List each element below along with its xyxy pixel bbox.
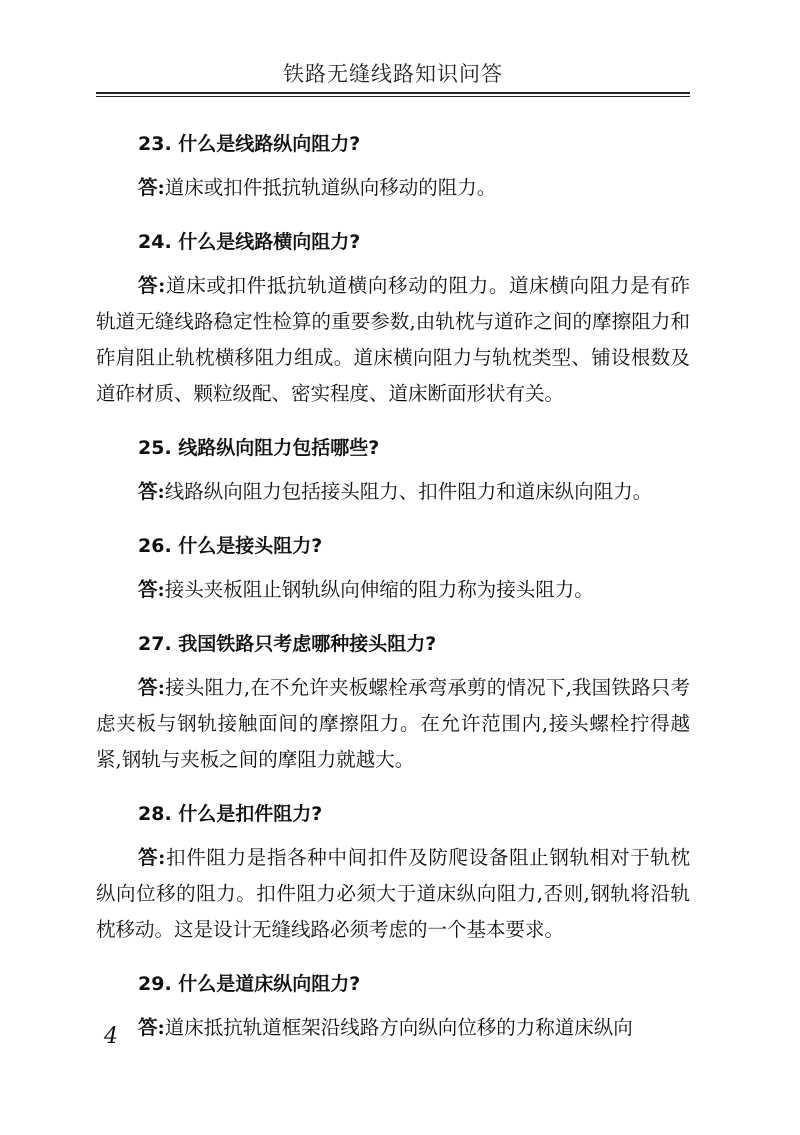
- answer-24: [96, 268, 690, 412]
- page-body: [96, 108, 690, 1046]
- answer-26: [96, 572, 690, 608]
- answer-29: [96, 1010, 690, 1046]
- answer-lead: 答:: [138, 176, 165, 199]
- answer-lead: 答:: [138, 274, 166, 297]
- header-rule-thick: [96, 92, 690, 94]
- answer-text: 接头夹板阻止钢轨纵向伸缩的阻力称为接头阻力。: [164, 578, 594, 601]
- question-25: 25. 线路纵向阻力包括哪些?: [138, 437, 380, 459]
- question-28: 28. 什么是扣件阻力?: [138, 803, 323, 825]
- answer-text: 扣件阻力是指各种中间扣件及防爬设备阻止钢轨相对于轨枕纵向位移的阻力。扣件阻力必须大于道床纵向阻力,否则,钢轨将沿轨枕移动。这是设计无缝线路必须考虑的一个基本要求。: [96, 846, 690, 941]
- answer-text: 接头阻力,在不允许夹板螺栓承弯承剪的情况下,我国铁路只考虑夹板与钢轨接触面间的摩擦阻力。在允许范围内,接头螺栓拧得越紧,钢轨与夹板之间的摩阻力就越大。: [96, 676, 690, 771]
- answer-text: 道床抵抗轨道框架沿线路方向纵向位移的力称道床纵向: [164, 1016, 633, 1039]
- answer-25: [96, 474, 690, 510]
- answer-lead: 答:: [138, 1016, 165, 1039]
- question-26: 26. 什么是接头阻力?: [138, 535, 323, 557]
- answer-lead: 答:: [138, 846, 166, 869]
- answer-23: [96, 170, 690, 206]
- running-header: 铁路无缝线路知识问答: [283, 62, 503, 86]
- question-23: 23. 什么是线路纵向阻力?: [138, 133, 361, 155]
- header-rule-thin: [96, 96, 690, 97]
- answer-27: [96, 670, 690, 778]
- answer-lead: 答:: [138, 578, 165, 601]
- answer-28: [96, 840, 690, 948]
- question-24: 24. 什么是线路横向阻力?: [138, 231, 361, 253]
- answer-lead: 答:: [138, 676, 165, 699]
- question-29: 29. 什么是道床纵向阻力?: [138, 973, 361, 995]
- page-number: 4: [104, 1024, 118, 1049]
- answer-text: 道床或扣件抵抗轨道横向移动的阻力。道床横向阻力是有砟轨道无缝线路稳定性检算的重要参数,由轨枕与道砟之间的摩擦阻力和砟肩阻止轨枕横移阻力组成。道床横向阻力与轨枕类型、铺设根数及道砟材质、颗粒级配、密实程度、道床断面形状有关。: [96, 274, 690, 405]
- answer-text: 道床或扣件抵抗轨道纵向移动的阻力。: [164, 176, 497, 199]
- answer-text: 线路纵向阻力包括接头阻力、扣件阻力和道床纵向阻力。: [164, 480, 653, 503]
- answer-lead: 答:: [138, 480, 165, 503]
- question-27: 27. 我国铁路只考虑哪种接头阻力?: [138, 633, 437, 655]
